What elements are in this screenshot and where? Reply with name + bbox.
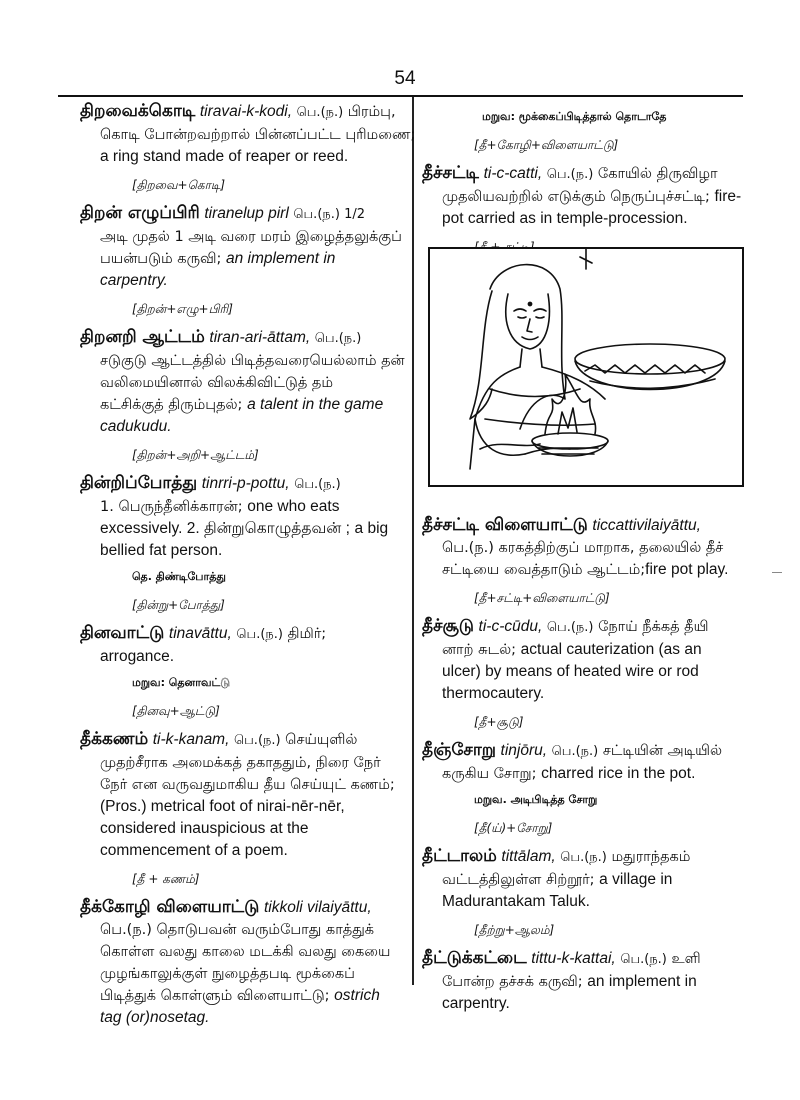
- etymology: [தீ+சட்டி+விளையாட்டு]: [474, 591, 610, 605]
- part-of-speech: பெ.(ந.): [620, 952, 667, 967]
- definition-text: பயன்படும் கருவி;: [100, 251, 222, 267]
- transliteration: tinavāttu,: [168, 625, 232, 642]
- right-column: [422, 100, 747, 1017]
- definition-text: வட்டத்திலுள்ள சிற்றூர்;: [442, 872, 595, 888]
- woman-with-fire-pot-drawing: [430, 249, 742, 485]
- definition-text: excessively. 2. தின்றுகொழுத்தவன் ;: [100, 520, 350, 537]
- headword: தீக்கணம்: [80, 729, 149, 749]
- definition-text: பெ.(ந.) கரகத்திற்குப் மாறாக, தலையில் தீச்: [442, 540, 724, 556]
- etymology: [தீற்று+ஆலம்]: [474, 923, 555, 937]
- dictionary-entry: [80, 622, 398, 722]
- definition-english: arrogance.: [100, 648, 175, 665]
- etymology: [தீ+கோழி+விளையாட்டு]: [474, 138, 619, 152]
- definition-text: கட்சிக்குத் திரும்புதல்;: [100, 397, 243, 413]
- definition-text: செய்யுளில்: [285, 732, 358, 748]
- headword: தீச்சட்டி விளையாட்டு: [422, 515, 588, 535]
- headword: தின்றிப்போத்து: [80, 473, 198, 493]
- etymology: [தீ + கணம்]: [132, 872, 200, 886]
- continued-entry: [422, 106, 747, 156]
- definition-english: Madurantakam Taluk.: [442, 893, 590, 910]
- definition-english: a ring stand made of reaper or reed.: [100, 148, 349, 165]
- definition-text: நேர் என வருவதுமாகிய தீய செய்யுட் கணம்;: [100, 777, 395, 793]
- definition-english: fire pot play.: [645, 561, 729, 578]
- part-of-speech: பெ.(ந.): [551, 744, 599, 759]
- definition-text: கொடி போன்றவற்றால் பின்னப்பட்ட புரிமணை;: [100, 127, 416, 143]
- definition-english: ulcer) by means of heated wire or rod: [442, 663, 699, 680]
- headword: தீட்டுக்கட்டை: [422, 948, 527, 968]
- headword: தீச்சூடு: [422, 616, 474, 636]
- cognate: மறுவ: மூக்கைப்பிடித்தால் தொடாதே: [482, 110, 667, 123]
- definition-text: சட்டியின் அடியில்: [602, 743, 723, 759]
- headword: தீட்டாலம்: [422, 846, 497, 866]
- transliteration: ti-c-cūdu,: [478, 618, 543, 635]
- definition-text: னாற் சுடல்;: [442, 642, 517, 658]
- cognate: மறுவ. அடிபிடித்த சோறு: [474, 793, 598, 806]
- definition-english: carpentry.: [442, 995, 510, 1012]
- column-divider: [412, 97, 414, 985]
- dictionary-entry: [80, 202, 402, 320]
- definition-english: a big: [354, 520, 389, 537]
- fire-pot-illustration: [428, 247, 744, 487]
- left-column: [80, 100, 416, 1031]
- headword: தீஞ்சோறு: [422, 740, 496, 760]
- definition-english: a talent in the game: [247, 396, 384, 413]
- dictionary-entry: [422, 739, 747, 839]
- definition-text: முதற்சீராக அமைக்கத் தகாததும், நிரை நேர்: [100, 755, 381, 771]
- headword: தினவாட்டு: [80, 623, 165, 643]
- definition-english: fire-: [714, 188, 742, 205]
- definition-text: சட்டியை வைத்தாடும் ஆட்டம்;: [442, 562, 646, 578]
- definition-english: pot carried as in temple-procession.: [442, 210, 688, 227]
- definition-text: உளி: [671, 951, 701, 967]
- header-rule: [58, 95, 743, 97]
- part-of-speech: பெ.(ந.): [296, 105, 344, 120]
- definition-text: வலிமையினால் விலக்கிவிட்டுத் தம்: [100, 375, 334, 391]
- etymology: [தீ(ய்)+சோறு]: [474, 821, 553, 835]
- definition-text: பிடித்துக் கொள்ளும் விளையாட்டு;: [100, 988, 330, 1004]
- dictionary-entry: [80, 472, 398, 616]
- definition-text: கொள்ள வலது காலை மடக்கி வலது கையை: [100, 944, 391, 960]
- definition-text: முழங்காலுக்குள் நுழைத்தபடி மூக்கைப்: [100, 966, 355, 982]
- definition-text: மதுராந்தகம்: [611, 849, 691, 865]
- transliteration: ti-k-kanam,: [152, 731, 230, 748]
- etymology: [தின்று+போத்து]: [132, 598, 225, 612]
- transliteration: tiran-ari-āttam,: [209, 329, 311, 346]
- part-of-speech: பெ.(ந.) 1/2: [293, 207, 365, 222]
- definition-text: போன்ற தச்சக் கருவி;: [442, 974, 583, 990]
- definition-english: cadukudu.: [100, 418, 172, 435]
- definition-english: a village in: [599, 871, 673, 888]
- transliteration: ticcattivilaiyāttu,: [592, 517, 701, 534]
- definition-text: பிரம்பு,: [347, 104, 396, 120]
- definition-text: கோயில் திருவிழா: [597, 166, 718, 182]
- headword: திறவைக்கொடி: [80, 101, 196, 121]
- page-number: 54: [394, 68, 416, 89]
- definition-text: சடுகுடு ஆட்டத்தில் பிடித்தவரையெல்லாம் தன்: [100, 353, 405, 369]
- definition-english: an implement in: [587, 973, 697, 990]
- dictionary-entry: [80, 728, 398, 890]
- definition-english: carpentry.: [100, 272, 168, 289]
- definition-text: நோய் நீக்கத் தீயி: [598, 619, 709, 635]
- definition-english: an implement in: [226, 250, 336, 267]
- definition-text: முதலியவற்றில் எடுக்கும் நெருப்புச்சட்டி;: [442, 189, 710, 205]
- dictionary-entry: [422, 162, 747, 258]
- definition-english: thermocautery.: [442, 685, 545, 702]
- transliteration: tittu-k-kattai,: [531, 950, 616, 967]
- etymology: [திறன்+எழு+பிரி]: [132, 302, 233, 316]
- definition-english: considered inauspicious at the: [100, 820, 309, 837]
- etymology: [தீ+சூடு]: [474, 715, 524, 729]
- headword: திறனறி ஆட்டம்: [80, 327, 205, 347]
- part-of-speech: பெ.(ந.): [294, 477, 341, 492]
- part-of-speech: பெ.(ந.): [560, 850, 607, 865]
- dictionary-entry: [80, 326, 405, 466]
- definition-text: அடி முதல் 1 அடி வரை மரம் இழைத்தலுக்குப்: [100, 229, 402, 245]
- part-of-speech: பெ.(ந.): [236, 627, 283, 642]
- definition-english: ostrich: [334, 987, 380, 1004]
- definition-english: charred rice in the pot.: [541, 765, 696, 782]
- transliteration: tinjōru,: [500, 742, 548, 759]
- headword: திறன் எழுப்பிரி: [80, 203, 200, 223]
- definition-english: actual cauterization (as an: [520, 641, 702, 658]
- definition-english: commencement of a poem.: [100, 842, 288, 859]
- definition-english: tag (or)nosetag.: [100, 1009, 210, 1026]
- dictionary-entry: [422, 845, 747, 941]
- dictionary-entry: [422, 615, 747, 733]
- part-of-speech: பெ.(ந.): [546, 167, 594, 182]
- definition-text: கருகிய சோறு;: [442, 766, 537, 782]
- cognate: மறுவ: தெனாவட்டு: [132, 676, 231, 689]
- part-of-speech: பெ.(ந.): [234, 733, 281, 748]
- headword: தீக்கோழி விளையாட்டு: [80, 897, 260, 917]
- dictionary-entry: [80, 100, 416, 196]
- part-of-speech: பெ.(ந.): [546, 620, 594, 635]
- part-of-speech: பெ.(ந.): [314, 331, 362, 346]
- headword: தீச்சட்டி: [422, 163, 479, 183]
- dictionary-entry: [422, 514, 747, 609]
- etymology: [திறன்+அறி+ஆட்டம்]: [132, 448, 259, 462]
- transliteration: ti-c-catti,: [483, 165, 543, 182]
- definition-text: 1. பெருந்தீனிக்காரன்;: [100, 499, 243, 515]
- dictionary-entry: [80, 896, 398, 1029]
- cognate: தெ. திண்டிபோத்து: [132, 570, 226, 583]
- definition-text: பெ.(ந.) தொடுபவன் வரும்போது காத்துக்: [100, 922, 375, 938]
- transliteration: tinrri-p-pottu,: [201, 475, 290, 492]
- definition-english: (Pros.) metrical foot of nirai-nēr-nēr,: [100, 798, 345, 815]
- definition-english: one who eats: [247, 498, 340, 515]
- transliteration: tiravai-k-kodi,: [199, 103, 293, 120]
- etymology: [திறவை+கொடி]: [132, 178, 226, 192]
- definition-text: திமிர்;: [287, 626, 327, 642]
- etymology: [தினவு+ஆட்டு]: [132, 704, 220, 718]
- dictionary-entry: [422, 947, 747, 1015]
- transliteration: tiranelup pirl: [204, 205, 289, 222]
- margin-mark: [772, 572, 782, 573]
- transliteration: tittālam,: [501, 848, 556, 865]
- definition-english: bellied fat person.: [100, 542, 223, 559]
- transliteration: tikkoli vilaiyāttu,: [263, 899, 372, 916]
